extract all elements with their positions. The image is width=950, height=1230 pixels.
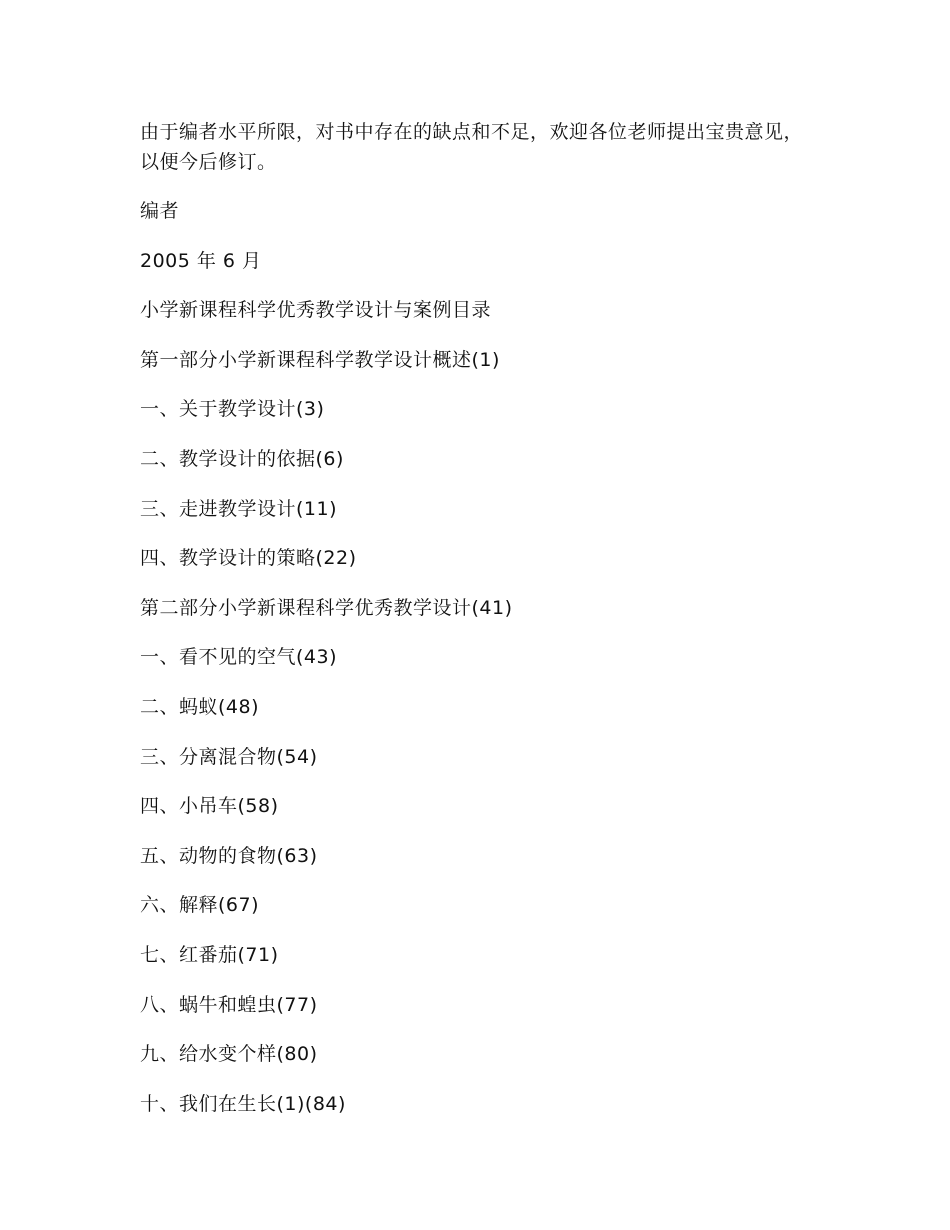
toc-entry: 九、给水变个样(80) [140,1043,318,1066]
toc-entry: 二、教学设计的依据(6) [140,447,344,470]
preface-paragraph-block [140,117,820,177]
toc-entry: 三、分离混合物(54) [140,745,318,768]
toc-entry: 七、红番茄(71) [140,943,279,966]
toc-entry: 一、关于教学设计(3) [140,398,325,421]
toc-entry: 五、动物的食物(63) [140,844,318,867]
preface-date: 2005 年 6 月 [140,249,262,272]
toc-entry: 六、解释(67) [140,894,260,917]
toc-entry: 八、蜗牛和蝗虫(77) [140,993,318,1016]
toc-entry: 四、小吊车(58) [140,795,279,818]
toc-list [140,345,820,1139]
preface-author: 编者 [140,200,180,222]
toc-entry: 四、教学设计的策略(22) [140,547,357,570]
toc-entry: 第二部分小学新课程科学优秀教学设计(41) [140,596,513,619]
toc-entry: 三、走进教学设计(11) [140,497,338,520]
toc-entry: 第一部分小学新课程科学教学设计概述(1) [140,348,500,371]
preface-paragraph: 由于编者水平所限，对书中存在的缺点和不足，欢迎各位老师提出宝贵意见，以便今后修订。 [140,121,804,173]
page-content [140,117,820,1138]
toc-title: 小学新课程科学优秀教学设计与案例目录 [140,299,492,322]
toc-entry: 十、我们在生长(1)(84) [140,1092,346,1115]
toc-entry: 一、看不见的空气(43) [140,646,338,669]
toc-entry: 二、蚂蚁(48) [140,695,260,718]
